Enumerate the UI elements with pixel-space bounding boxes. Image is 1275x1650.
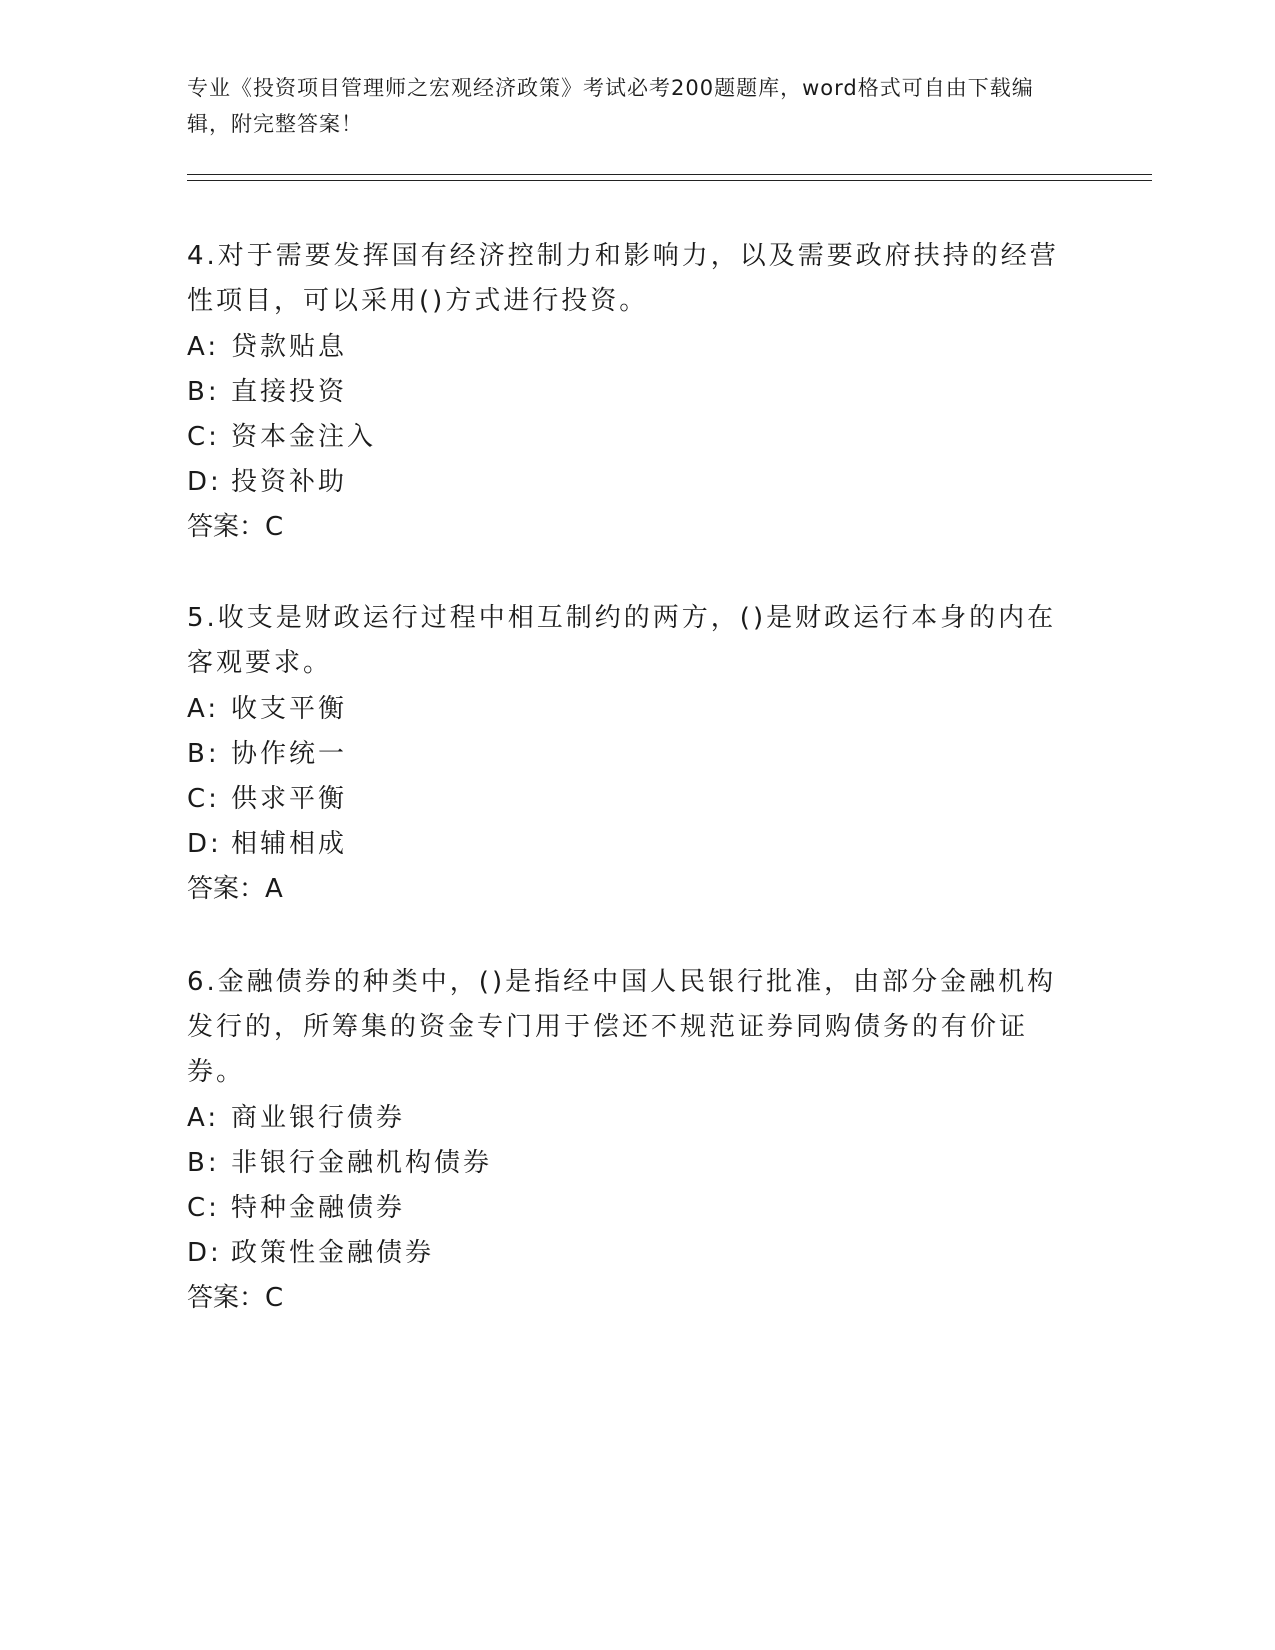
answer: 答案：C [187,1283,284,1313]
option-letter: A: [187,1103,220,1133]
option-text: 商业银行债券 [231,1103,406,1133]
option-letter: A: [187,332,220,362]
option-a [187,687,1067,732]
option-d [187,460,1067,505]
option-letter: B: [187,377,220,407]
option-letter: B: [187,739,220,769]
question-5 [187,596,1067,912]
question-stem: 5.收支是财政运行过程中相互制约的两方，()是财政运行本身的内在客观要求。 [187,603,1057,678]
option-text: 协作统一 [231,739,348,769]
question-4 [187,234,1067,550]
option-letter: D: [187,1238,222,1268]
answer: 答案：C [187,512,284,542]
option-text: 政策性金融债券 [231,1238,435,1268]
option-text: 供求平衡 [231,784,348,814]
option-text: 贷款贴息 [231,332,348,362]
answer: 答案：A [187,874,283,904]
question-stem: 4.对于需要发挥国有经济控制力和影响力，以及需要政府扶持的经营性项目，可以采用()方式进行投资。 [187,241,1059,316]
option-b [187,370,1067,415]
option-letter: C: [187,1193,220,1223]
option-letter: C: [187,422,220,452]
option-d [187,822,1067,867]
header-rule-bottom [187,180,1152,181]
option-text: 收支平衡 [231,694,348,724]
option-c [187,1186,1067,1231]
option-d [187,1231,1067,1276]
option-letter: C: [187,784,220,814]
option-text: 直接投资 [231,377,348,407]
option-text: 投资补助 [231,467,348,497]
option-text: 资本金注入 [231,422,377,452]
option-letter: D: [187,829,222,859]
question-stem: 6.金融债券的种类中，()是指经中国人民银行批准，由部分金融机构发行的，所筹集的资金专门用于偿还不规范证券同购债务的有价证券。 [187,967,1057,1087]
header-rule-top [187,174,1152,175]
option-letter: D: [187,467,222,497]
option-b [187,1141,1067,1186]
option-c [187,777,1067,822]
option-letter: B: [187,1148,220,1178]
option-text: 特种金融债券 [231,1193,406,1223]
option-a [187,1096,1067,1141]
option-b [187,732,1067,777]
option-a [187,325,1067,370]
document-header: 专业《投资项目管理师之宏观经济政策》考试必考200题题库，word格式可自由下载编辑，附完整答案！ [187,76,1034,136]
question-6 [187,960,1067,1321]
option-text: 相辅相成 [231,829,348,859]
option-c [187,415,1067,460]
option-letter: A: [187,694,220,724]
option-text: 非银行金融机构债券 [231,1148,493,1178]
